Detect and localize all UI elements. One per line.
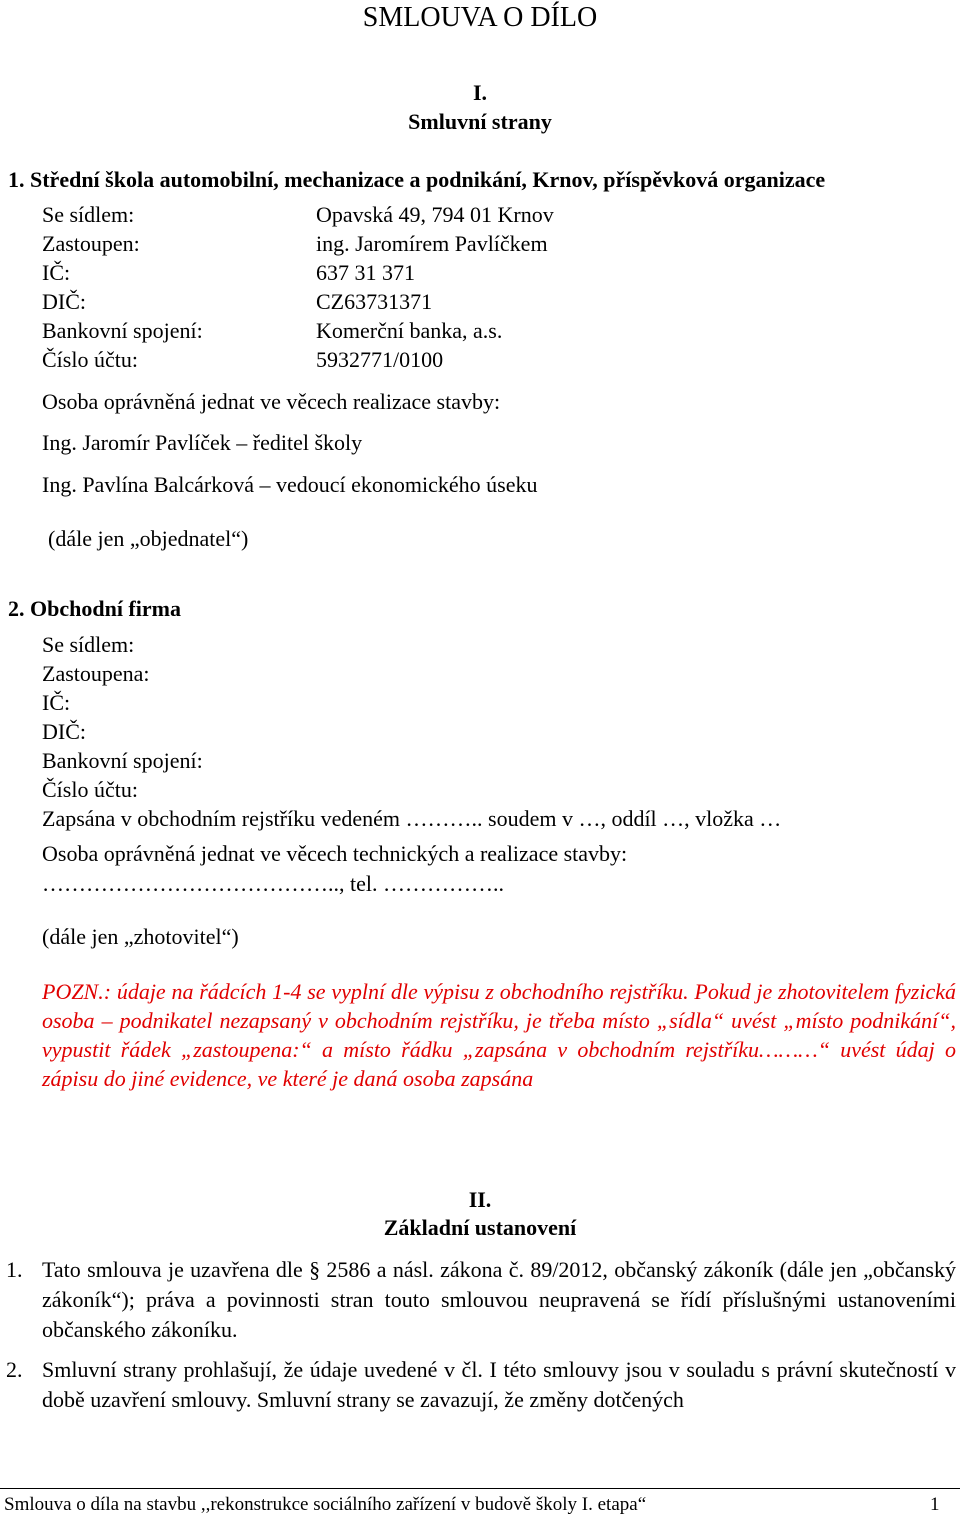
paragraph-text: Smluvní strany prohlašují, že údaje uvedené v čl. I této smlouvy jsou v souladu s právní skutečností v době uzavření smlouvy. Smluvní strany se zavazují, že změny dotčených bbox=[42, 1357, 956, 1412]
party1-representative-value: ing. Jaromírem Pavlíčkem bbox=[316, 231, 548, 256]
party1-bank-value: Komerční banka, a.s. bbox=[316, 318, 503, 343]
party2-authorized-intro: Osoba oprávněná jednat ve věcech technických a realizace stavby: bbox=[42, 841, 628, 866]
party1-account-value: 5932771/0100 bbox=[316, 347, 444, 372]
party1-authorized-intro: Osoba oprávněná jednat ve věcech realizace stavby: bbox=[42, 389, 501, 414]
paragraph-text: Tato smlouva je uzavřena dle § 2586 a násl. zákona č. 89/2012, občanský zákoník (dále jen „občanský zákoník“); práva a povinnosti stran touto smlouvou neupravená se řídí příslušnými ustanoveními občanského zákoníku. bbox=[42, 1257, 956, 1342]
note-paragraph: POZN.: údaje na řádcích 1-4 se vyplní dle výpisu z obchodního rejstříku. Pokud je zhotovitelem fyzická osoba – podnikatel nezapsaný v obchodním rejstříku, je třeba místo „sídla“ uvést „místo podnikání“, vypustit řádek „zastoupena:“ a místo řádku „zapsána v obchodním rejstříku………“ uvést údaj o zápisu do jiné evidence, ve které je daná osoba zapsána bbox=[42, 979, 956, 1091]
party1-heading: 1. Střední škola automobilní, mechanizace a podnikání, Krnov, příspěvková organizace bbox=[8, 167, 826, 192]
party1-authorized-person: Ing. Jaromír Pavlíček – ředitel školy bbox=[42, 430, 363, 455]
party1-authorized-person: Ing. Pavlína Balcárková – vedoucí ekonomického úseku bbox=[42, 472, 538, 497]
footer-text: Smlouva o díla na stavbu ,,rekonstrukce sociálního zařízení v budově školy I. etapa“ bbox=[4, 1494, 647, 1515]
party2-ico-label: IČ: bbox=[42, 690, 71, 715]
party2-heading: 2. Obchodní firma bbox=[8, 596, 181, 621]
party1-dic-value: CZ63731371 bbox=[316, 289, 433, 314]
party1-account-label: Číslo účtu: bbox=[42, 347, 138, 372]
paragraph-number: 2. bbox=[6, 1357, 23, 1382]
party2-alias: (dále jen „zhotovitel“) bbox=[42, 924, 239, 949]
party1-ico-value: 637 31 371 bbox=[316, 260, 415, 285]
party2-bank-label: Bankovní spojení: bbox=[42, 748, 203, 773]
party2-account-label: Číslo účtu: bbox=[42, 777, 138, 802]
party2-representative-label: Zastoupena: bbox=[42, 661, 150, 686]
page-number: 1 bbox=[930, 1494, 940, 1515]
party1-dic-label: DIČ: bbox=[42, 289, 86, 314]
party2-seat-label: Se sídlem: bbox=[42, 632, 135, 657]
section-2-number: II. bbox=[468, 1187, 492, 1212]
footer-divider bbox=[0, 1488, 960, 1489]
paragraph-number: 1. bbox=[6, 1257, 23, 1282]
document-title: SMLOUVA O DÍLO bbox=[362, 2, 598, 33]
section-1-title: Smluvní strany bbox=[408, 109, 552, 134]
party2-dic-label: DIČ: bbox=[42, 719, 86, 744]
party1-representative-label: Zastoupen: bbox=[42, 231, 140, 256]
party2-contact-line: ………………………………….., tel. …………….. bbox=[42, 871, 504, 896]
party1-alias: (dále jen „objednatel“) bbox=[48, 526, 249, 551]
party1-bank-label: Bankovní spojení: bbox=[42, 318, 203, 343]
party2-register-line: Zapsána v obchodním rejstříku vedeném ……….. soudem v …, oddíl …, vložka … bbox=[42, 806, 782, 831]
party1-ico-label: IČ: bbox=[42, 260, 71, 285]
section-1-number: I. bbox=[472, 80, 488, 105]
section-2-title: Základní ustanovení bbox=[383, 1215, 577, 1240]
party1-seat-value: Opavská 49, 794 01 Krnov bbox=[316, 202, 554, 227]
party1-seat-label: Se sídlem: bbox=[42, 202, 135, 227]
